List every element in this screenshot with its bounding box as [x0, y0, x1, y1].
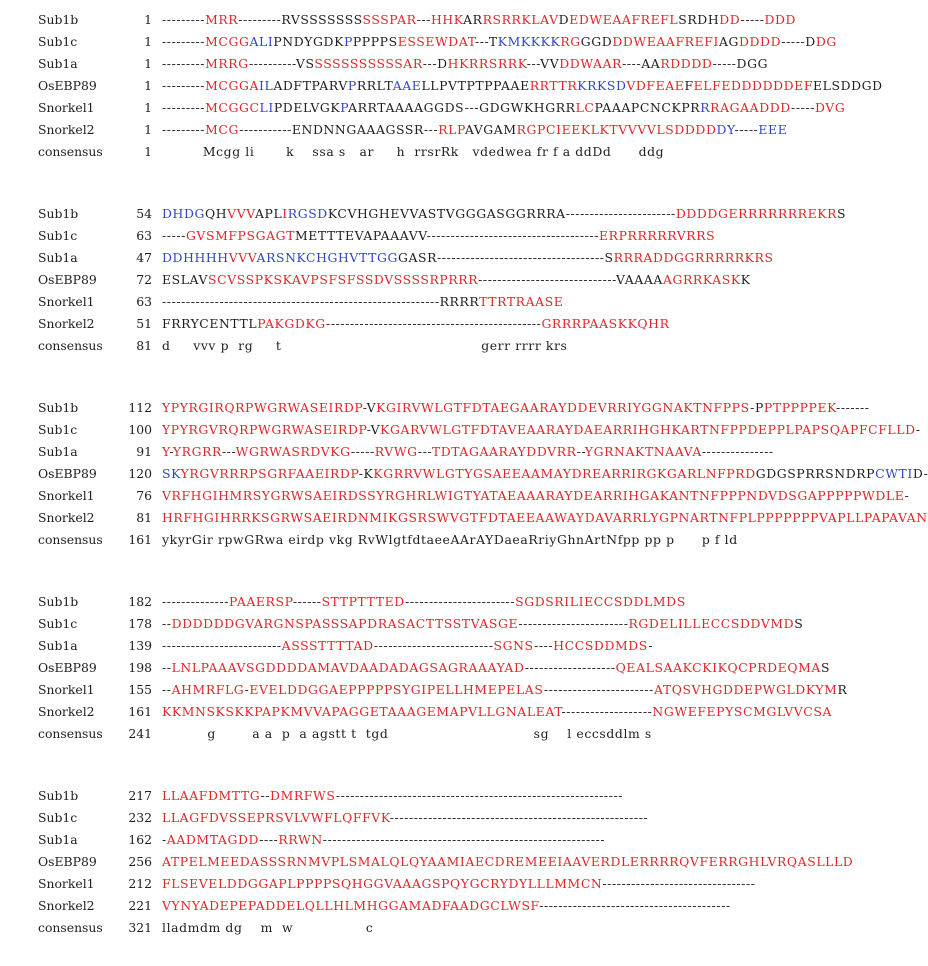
sequence-name: Snorkel2 — [38, 704, 95, 719]
sequence-start-position: 1 — [144, 12, 152, 27]
sequence-residues: ---------MRR---------RVSSSSSSSSSSPAR---HHKARRSRRKLAVDEDWEAAFREFLSRDHDD-----DDD — [162, 12, 797, 27]
sequence-residues: -AADMTAGDD----RRWN----------------------------------------------------------- — [162, 832, 606, 847]
sequence-name: Snorkel2 — [38, 316, 95, 331]
sequence-start-position: 1 — [144, 78, 152, 93]
sequence-start-position: 120 — [128, 466, 152, 481]
sequence-residues: --DDDDDDGVARGNSPASSSAPDRASACTTSSTVASGE-----------------------RGDELILLECCSDDVMDS — [162, 616, 804, 631]
sequence-residues: FLSEVELDDGGAPLPPPPSQHGGVAAAGSPQYGCRYDYLLLMMCN-------------------------------- — [162, 876, 756, 891]
consensus-label: consensus — [38, 726, 103, 741]
sequence-name: Snorkel1 — [38, 488, 95, 503]
sequence-name: Sub1a — [38, 832, 78, 847]
consensus-residues: d vvv p rg t gerr rrrr krs — [162, 338, 568, 353]
sequence-name: Sub1b — [38, 206, 79, 221]
sequence-start-position: 100 — [128, 422, 152, 437]
sequence-name: OsEBP89 — [38, 660, 97, 675]
sequence-start-position: 81 — [136, 510, 152, 525]
sequence-start-position: 198 — [128, 660, 152, 675]
consensus-residues: Mcgg li k ssa s ar h rrsrRk vdedwea fr f a ddDd ddg — [162, 144, 665, 159]
sequence-residues: YPYRGVRQRPWGRWASEIRDP-VKGARVWLGTFDTAVEAARAYDAEARRIHGHKARTNFPPDEPPLPAPSQAPFCFLLD- — [162, 422, 921, 437]
sequence-name: Snorkel1 — [38, 100, 95, 115]
sequence-name: Sub1a — [38, 56, 78, 71]
sequence-residues: LLAGFDVSSEPRSVLVWFLQFFVK------------------------------------------------------ — [162, 810, 649, 825]
sequence-residues: LLAAFDMTTG--DMRFWS------------------------------------------------------------ — [162, 788, 624, 803]
sequence-start-position: 72 — [136, 272, 152, 287]
sequence-name: Snorkel1 — [38, 294, 95, 309]
sequence-residues: -------------------------ASSSTTTTAD-------------------------SGNS----HCCSDDMDS- — [162, 638, 654, 653]
sequence-residues: FRRYCENTTLPAKGDKG---------------------------------------------GRRRPAASKKQHR — [162, 316, 670, 331]
consensus-residues: ykyrGir rpwGRwa eirdp vkg RvWlgtfdtaeeAArAYDaeaRriyGhnArtNfpp pp p p f ld — [162, 532, 738, 547]
sequence-residues: ATPELMEEDASSSRNMVPLSMALQLQYAAMIAECDREMEEIAAVERDLERRRRQVFERRGHLVRQASLLLD — [162, 854, 854, 869]
sequence-name: OsEBP89 — [38, 854, 97, 869]
sequence-residues: DHDGQHVVVAPLIRGSDKCVHGHEVVASTVGGGASGGRRRA-----------------------DDDDGERRRRRRREKRS — [162, 206, 847, 221]
consensus-start-position: 1 — [144, 144, 152, 159]
sequence-residues: KKMNSKSKKPAPKMVVAPAGGETAAAGEMAPVLLGNALEAT-------------------NGWEFEPYSCMGLVVCSA — [162, 704, 833, 719]
sequence-start-position: 217 — [128, 788, 152, 803]
consensus-start-position: 161 — [128, 532, 152, 547]
sequence-name: Snorkel2 — [38, 122, 95, 137]
sequence-start-position: 161 — [128, 704, 152, 719]
sequence-name: Sub1c — [38, 616, 78, 631]
sequence-residues: ---------MCGGCLIPDELVGKPARRTAAAAGGDS---GDGWKHGRRLCPAAAPCNCKPRRRAGAADDD-----DVG — [162, 100, 846, 115]
consensus-start-position: 241 — [128, 726, 152, 741]
sequence-start-position: 1 — [144, 34, 152, 49]
sequence-residues: Y-YRGRR---WGRWASRDVKG-----RVWG---TDTAGAARAYDDVRR--YGRNAKTNAAVA--------------- — [162, 444, 774, 459]
sequence-start-position: 63 — [136, 294, 152, 309]
sequence-start-position: 51 — [136, 316, 152, 331]
consensus-label: consensus — [38, 338, 103, 353]
sequence-start-position: 212 — [128, 876, 152, 891]
sequence-name: Sub1b — [38, 400, 79, 415]
consensus-label: consensus — [38, 532, 103, 547]
sequence-residues: ---------MCG-----------ENDNNGAAAGSSR---RLPAVGAMRGPCIEEKLKTVVVVLSDDDDDY-----EEE — [162, 122, 788, 137]
sequence-residues: ESLAVSCVSSPKSKAVPSFSFSSDVSSSSRPRRR-----------------------------VAAAAAGRRKASKK — [162, 272, 751, 287]
sequence-start-position: 178 — [128, 616, 152, 631]
sequence-name: Snorkel2 — [38, 898, 95, 913]
consensus-residues: lladmdm dg m w c — [162, 920, 374, 935]
sequence-start-position: 112 — [128, 400, 152, 415]
sequence-start-position: 155 — [128, 682, 152, 697]
sequence-name: Snorkel1 — [38, 876, 95, 891]
sequence-name: Sub1c — [38, 228, 78, 243]
sequence-start-position: 162 — [128, 832, 152, 847]
sequence-start-position: 1 — [144, 56, 152, 71]
sequence-name: OsEBP89 — [38, 466, 97, 481]
sequence-residues: -----GVSMFPSGAGTMETTTEVAPAAAVV------------------------------------ERPRRRRRVRRS — [162, 228, 716, 243]
sequence-residues: VRFHGIHMRSYGRWSAEIRDSSYRGHRLWIGTYATAEAAARAYDEARRIHGAKANTNFPPPNDVDSGAPPPPPWDLE- — [162, 488, 910, 503]
sequence-start-position: 221 — [128, 898, 152, 913]
sequence-start-position: 139 — [128, 638, 152, 653]
sequence-start-position: 232 — [128, 810, 152, 825]
sequence-residues: YPYRGIRQRPWGRWASEIRDP-VKGIRVWLGTFDTAEGAARAYDDEVRRIYGGNAKTNFPPS-PPTPPPPEK------- — [162, 400, 870, 415]
sequence-residues: --AHMRFLG-EVELDDGGAEPPPPPSYGIPELLHMEPELAS-----------------------ATQSVHGDDEPWGLDKYMR — [162, 682, 848, 697]
sequence-name: Sub1a — [38, 444, 78, 459]
sequence-name: Sub1a — [38, 638, 78, 653]
sequence-name: Sub1c — [38, 34, 78, 49]
consensus-start-position: 321 — [128, 920, 152, 935]
consensus-label: consensus — [38, 920, 103, 935]
consensus-residues: g a a p a agstt t tgd sg l eccsddlm s — [162, 726, 652, 741]
sequence-residues: ---------MCGGALIPNDYGDKPPPPPSESSEWDAT---TKMKKKKRGGGDDDWEAAFREFIAGDDDD-----DDG — [162, 34, 837, 49]
sequence-start-position: 47 — [136, 250, 152, 265]
sequence-start-position: 91 — [136, 444, 152, 459]
sequence-start-position: 1 — [144, 100, 152, 115]
sequence-start-position: 1 — [144, 122, 152, 137]
sequence-residues: ---------MRRG----------VSSSSSSSSSSSAR---DHKRRSRRK---VVDDWAAR----AARDDDD-----DGG — [162, 56, 769, 71]
sequence-name: Sub1b — [38, 788, 79, 803]
sequence-start-position: 256 — [128, 854, 152, 869]
sequence-residues: DDHHHHVVVARSNKCHGHVTTGGGASR-----------------------------------SRRRADDGGRRRRRKRS — [162, 250, 774, 265]
sequence-residues: SKYRGVRRRPSGRFAAEIRDP-KKGRRVWLGTYGSAEEAAMAYDREARRIRGKGARLNFPRDGDGSPRRSNDRPCWTID- — [162, 466, 928, 481]
sequence-start-position: 76 — [136, 488, 152, 503]
consensus-label: consensus — [38, 144, 103, 159]
sequence-residues: HRFHGIHRRKSGRWSAEIRDNMIKGSRSWVGTFDTAEEAAWAYDAVARRLYGPNARTNFPLPPPPPPPVAPLLPAPAVAN — [162, 510, 928, 525]
sequence-residues: ----------------------------------------------------------RRRRTTRTRAASE — [162, 294, 564, 309]
sequence-name: Sub1b — [38, 12, 79, 27]
sequence-residues: --------------PAAERSP------STTPTTTED-----------------------SGDSRILIECCSDDLMDS — [162, 594, 686, 609]
sequence-residues: VYNYADEPEPADDELQLLHLMHGGAMADFAADGCLWSF---------------------------------------- — [162, 898, 731, 913]
sequence-name: Sub1b — [38, 594, 79, 609]
sequence-residues: ---------MCGGAILADFTPARVPRRLTAAELLPVTPTPPAAERRTTRKRKSDVDFEAEFELFEDDDDDDEFELSDDGD — [162, 78, 883, 93]
sequence-start-position: 54 — [136, 206, 152, 221]
sequence-name: OsEBP89 — [38, 272, 97, 287]
sequence-start-position: 63 — [136, 228, 152, 243]
sequence-name: Snorkel1 — [38, 682, 95, 697]
sequence-name: Snorkel2 — [38, 510, 95, 525]
sequence-name: Sub1a — [38, 250, 78, 265]
sequence-start-position: 182 — [128, 594, 152, 609]
sequence-name: OsEBP89 — [38, 78, 97, 93]
sequence-name: Sub1c — [38, 810, 78, 825]
consensus-start-position: 81 — [136, 338, 152, 353]
sequence-residues: --LNLPAAAVSGDDDDAMAVDAADADAGSAGRAAAYAD-------------------QEALSAAKCKIKQCPRDEQMAS — [162, 660, 831, 675]
sequence-name: Sub1c — [38, 422, 78, 437]
